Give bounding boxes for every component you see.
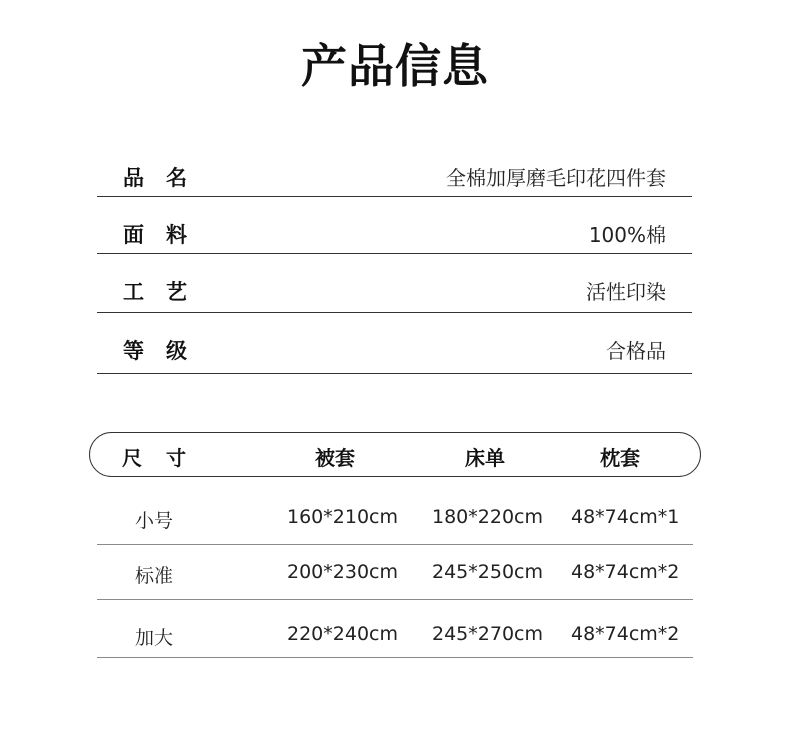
duvet-cover-size: 160*210cm — [287, 506, 398, 528]
table-row — [97, 545, 693, 600]
info-label: 面料 — [123, 223, 209, 247]
pillowcase-size: 48*74cm*2 — [571, 561, 680, 583]
info-label: 等级 — [123, 339, 209, 363]
info-row-name — [97, 150, 692, 197]
bed-sheet-size: 180*220cm — [432, 506, 543, 528]
size-name: 加大 — [135, 627, 174, 649]
size-name: 小号 — [135, 510, 174, 532]
bed-sheet-size: 245*250cm — [432, 561, 543, 583]
size-table-header — [89, 432, 701, 477]
info-row-fabric — [97, 197, 692, 254]
info-row-craft — [97, 254, 692, 313]
size-table — [97, 486, 693, 658]
info-row-grade — [97, 313, 692, 374]
size-name: 标准 — [135, 565, 174, 587]
pillowcase-size: 48*74cm*1 — [571, 506, 680, 528]
bed-sheet-size: 245*270cm — [432, 623, 543, 645]
page-title: 产品信息 — [301, 39, 489, 93]
product-info-table — [97, 150, 692, 374]
duvet-cover-size: 220*240cm — [287, 623, 398, 645]
info-value: 全棉加厚磨毛印花四件套 — [446, 166, 666, 190]
info-value: 活性印染 — [586, 280, 666, 304]
info-value: 100%棉 — [588, 223, 666, 247]
table-row — [97, 600, 693, 658]
info-label: 工艺 — [123, 280, 209, 304]
header-bed-sheet: 床单 — [465, 446, 505, 470]
header-pillowcase: 枕套 — [600, 446, 640, 470]
pillowcase-size: 48*74cm*2 — [571, 623, 680, 645]
header-duvet-cover: 被套 — [315, 446, 355, 470]
info-value: 合格品 — [606, 339, 666, 363]
info-label: 品名 — [123, 166, 209, 190]
table-row — [97, 486, 693, 545]
duvet-cover-size: 200*230cm — [287, 561, 398, 583]
header-size: 尺寸 — [122, 446, 210, 470]
